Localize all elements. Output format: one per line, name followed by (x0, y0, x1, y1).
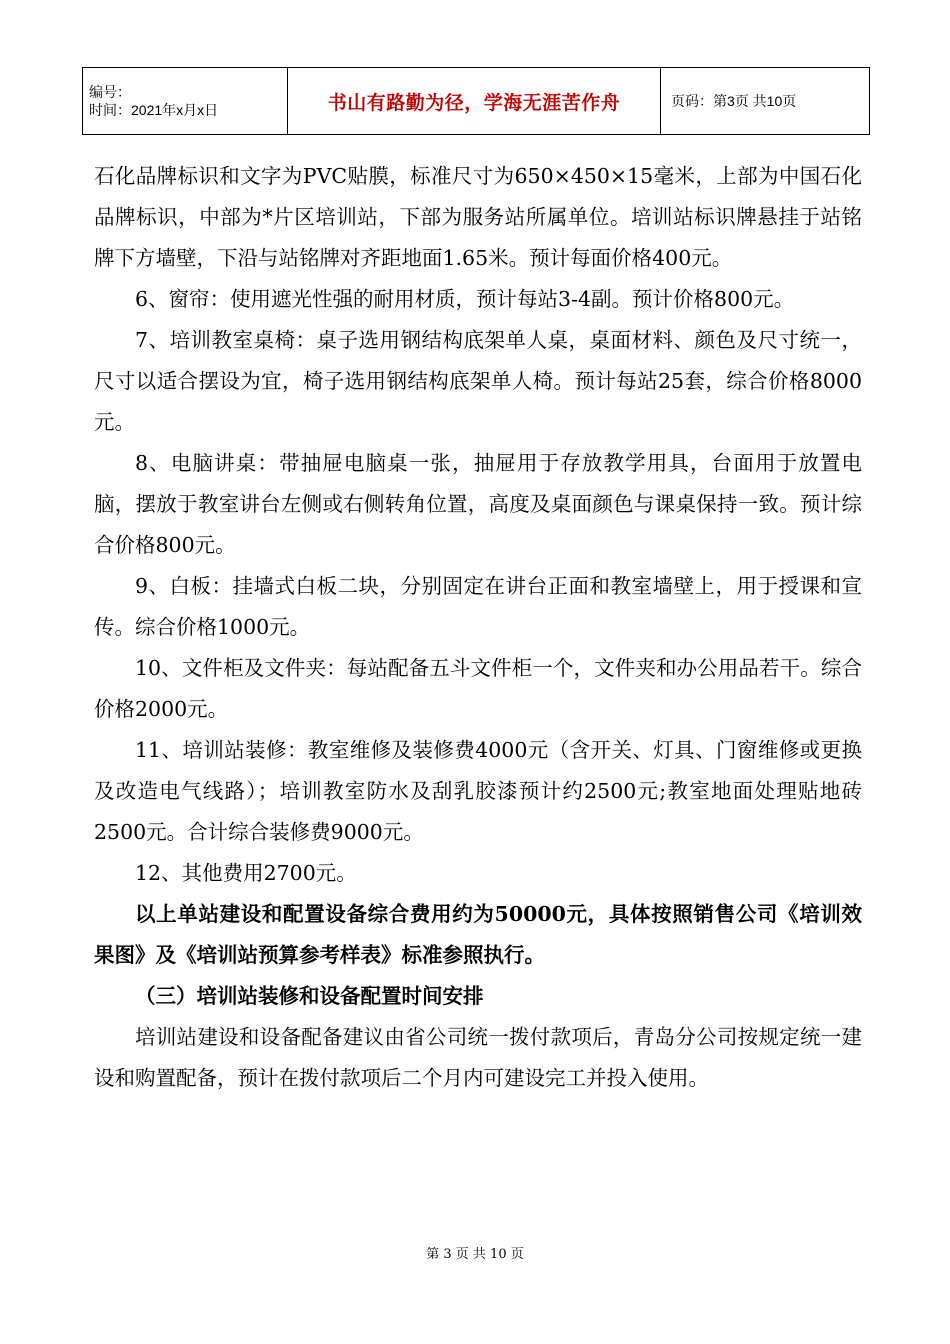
paragraph-schedule: 培训站建设和设备配备建议由省公司统一拨付款项后，青岛分公司按规定统一建设和购置配备，预计在拨付款项后二个月内可建设完工并投入使用。 (94, 1025, 862, 1090)
section-heading-schedule: （三）培训站装修和设备配置时间安排 (135, 984, 484, 1008)
document-number-label: 编号： (89, 84, 131, 100)
paragraph-item-6-curtains: 6、窗帘：使用遮光性强的耐用材质，预计每站3-4副。预计价格800元。 (135, 287, 795, 311)
paragraph-item-8-computer-desk: 8、电脑讲桌：带抽屉电脑桌一张，抽屉用于存放教学用具，台面用于放置电脑，摆放于教室讲台左侧或右侧转角位置，高度及桌面颜色与课桌保持一致。预计综合价格800元。 (94, 451, 862, 557)
document-date: 时间：2021年x月x日 (89, 102, 219, 118)
document-body (94, 156, 862, 1099)
paragraph-item-11-renovation: 11、培训站装修：教室维修及装修费4000元（含开关、灯具、门窗维修或更换及改造电气线路）；培训教室防水及刮乳胶漆预计约2500元;教室地面处理贴地砖2500元。合计综合装修费9000元。 (94, 738, 862, 844)
paragraph-sign-spec: 石化品牌标识和文字为PVC贴膜，标准尺寸为650×450×15毫米，上部为中国石化品牌标识，中部为*片区培训站，下部为服务站所属单位。培训站标识牌悬挂于站铭牌下方墙壁，下沿与站铭牌对齐距地面1.65米。预计每面价格400元。 (94, 164, 862, 270)
paragraph-item-10-file-cabinet: 10、文件柜及文件夹：每站配备五斗文件柜一个，文件夹和办公用品若干。综合价格2000元。 (94, 656, 862, 721)
paragraph-total-cost: 以上单站建设和配置设备综合费用约为50000元，具体按照销售公司《培训效果图》及《培训站预算参考样表》标准参照执行。 (94, 902, 862, 967)
header-motto: 书山有路勤为径，学海无涯苦作舟 (288, 68, 661, 135)
header-meta (83, 68, 288, 135)
paragraph-item-12-other: 12、其他费用2700元。 (135, 861, 357, 885)
header-page-info: 页码：第3页 共10页 (661, 68, 870, 135)
page-footer: 第 3 页 共 10 页 (426, 1247, 524, 1262)
document-header (82, 67, 870, 135)
paragraph-item-7-desks-chairs: 7、培训教室桌椅：桌子选用钢结构底架单人桌，桌面材料、颜色及尺寸统一，尺寸以适合摆设为宜，椅子选用钢结构底架单人椅。预计每站25套，综合价格8000元。 (94, 328, 862, 434)
paragraph-item-9-whiteboard: 9、白板：挂墙式白板二块，分别固定在讲台正面和教室墙壁上，用于授课和宣传。综合价格1000元。 (94, 574, 862, 639)
